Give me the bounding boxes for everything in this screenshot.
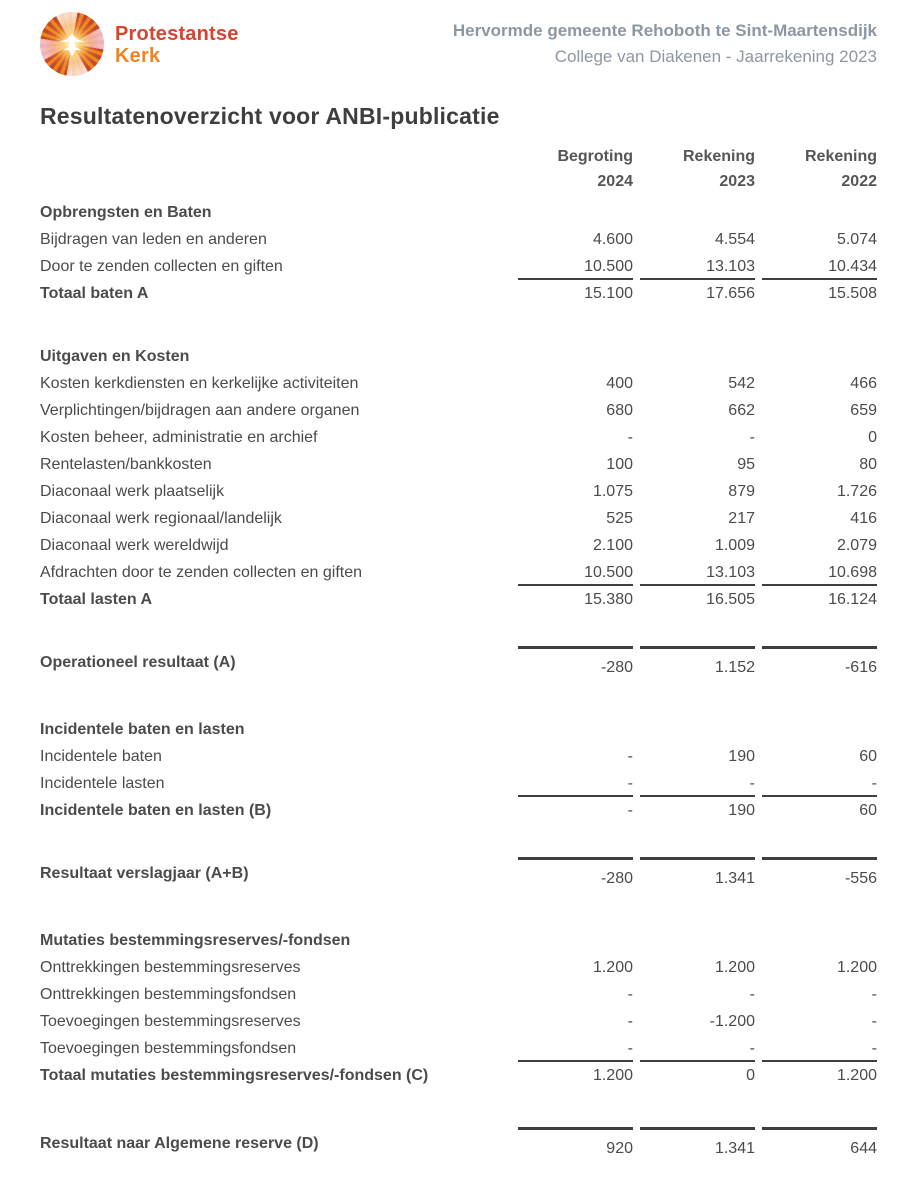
table-row bbox=[40, 253, 877, 280]
cell-value: 1.726 bbox=[836, 483, 877, 500]
column-header-year: 2022 bbox=[841, 173, 877, 190]
cell-value: 920 bbox=[518, 1127, 633, 1161]
row-label: Totaal baten A bbox=[40, 285, 149, 302]
cell-value: - bbox=[640, 1035, 755, 1062]
cell-value: - bbox=[762, 770, 877, 797]
table-row bbox=[40, 1062, 877, 1089]
table-row bbox=[40, 1127, 877, 1161]
row-label: Door te zenden collecten en giften bbox=[40, 258, 283, 275]
dove-icon bbox=[52, 24, 92, 64]
cell-value bbox=[762, 199, 877, 226]
cell-value: 1.200 bbox=[836, 1067, 877, 1084]
table-section bbox=[40, 199, 877, 307]
row-label: Afdrachten door te zenden collecten en giften bbox=[40, 564, 362, 581]
logo-wordmark bbox=[115, 21, 239, 67]
cell-value: 879 bbox=[728, 483, 755, 500]
cell-value bbox=[518, 716, 633, 743]
row-label: Kosten beheer, administratie en archief bbox=[40, 429, 318, 446]
cell-value: 0 bbox=[868, 429, 877, 446]
row-label: Onttrekkingen bestemmingsfondsen bbox=[40, 986, 297, 1003]
cell-value: 5.074 bbox=[836, 231, 877, 248]
cell-value: 15.100 bbox=[584, 285, 633, 302]
cell-value: 95 bbox=[737, 456, 755, 473]
cell-value: -556 bbox=[762, 857, 877, 891]
cell-value: 190 bbox=[728, 748, 755, 765]
cell-value: - bbox=[627, 802, 633, 819]
table-row bbox=[40, 770, 877, 797]
table-row bbox=[40, 505, 877, 532]
cell-value: 0 bbox=[746, 1067, 755, 1084]
table-row bbox=[40, 370, 877, 397]
cell-value bbox=[518, 199, 633, 226]
row-label: Onttrekkingen bestemmingsreserves bbox=[40, 959, 301, 976]
cell-value: 525 bbox=[606, 510, 633, 527]
cell-value: 60 bbox=[859, 802, 877, 819]
cell-value: - bbox=[762, 1035, 877, 1062]
cell-value: 662 bbox=[728, 402, 755, 419]
table-row bbox=[40, 857, 877, 891]
cell-value: 10.698 bbox=[762, 559, 877, 586]
cell-value bbox=[640, 343, 755, 370]
table-row bbox=[40, 451, 877, 478]
table-row bbox=[40, 397, 877, 424]
cell-value: - bbox=[627, 986, 633, 1003]
row-label: Incidentele lasten bbox=[40, 775, 165, 792]
cell-value: - bbox=[871, 1013, 877, 1030]
cell-value: 17.656 bbox=[706, 285, 755, 302]
logo-wordmark-line1: Protestantse bbox=[115, 23, 239, 45]
cell-value: 1.152 bbox=[640, 646, 755, 680]
cell-value: 1.200 bbox=[836, 959, 877, 976]
cell-value bbox=[518, 927, 633, 954]
table-row bbox=[40, 559, 877, 586]
cell-value: 2.079 bbox=[836, 537, 877, 554]
table-section bbox=[40, 343, 877, 613]
cell-value: - bbox=[640, 770, 755, 797]
column-header bbox=[640, 144, 755, 194]
row-label: Totaal mutaties bestemmingsreserves/-fondsen (C) bbox=[40, 1067, 429, 1084]
cell-value: 1.200 bbox=[592, 1067, 633, 1084]
row-label: Diaconaal werk regionaal/landelijk bbox=[40, 510, 282, 527]
column-header-label: Rekening bbox=[682, 148, 755, 165]
table-row bbox=[40, 343, 877, 370]
column-header bbox=[518, 144, 633, 194]
organisation-name: Hervormde gemeente Rehoboth te Sint-Maartensdijk bbox=[452, 21, 877, 40]
cell-value: -616 bbox=[762, 646, 877, 680]
cell-value: 2.100 bbox=[592, 537, 633, 554]
cell-value: 16.505 bbox=[706, 591, 755, 608]
row-label: Toevoegingen bestemmingsfondsen bbox=[40, 1040, 297, 1057]
results-table bbox=[40, 199, 877, 1161]
cell-value: 542 bbox=[728, 375, 755, 392]
column-header-year: 2024 bbox=[597, 173, 633, 190]
cell-value: 10.434 bbox=[762, 253, 877, 280]
cell-value: 659 bbox=[850, 402, 877, 419]
table-row bbox=[40, 478, 877, 505]
cell-value: 1.341 bbox=[640, 1127, 755, 1161]
cell-value: 400 bbox=[606, 375, 633, 392]
cell-value: 680 bbox=[606, 402, 633, 419]
cell-value: -280 bbox=[518, 857, 633, 891]
page-title: Resultatenoverzicht voor ANBI-publicatie bbox=[40, 103, 500, 129]
row-label: Totaal lasten A bbox=[40, 591, 153, 608]
table-row bbox=[40, 199, 877, 226]
cell-value: 190 bbox=[728, 802, 755, 819]
cell-value: - bbox=[518, 1035, 633, 1062]
row-label: Verplichtingen/bijdragen aan andere organen bbox=[40, 402, 360, 419]
table-section bbox=[40, 716, 877, 824]
cell-value: 1.341 bbox=[640, 857, 755, 891]
cell-value bbox=[518, 343, 633, 370]
table-row bbox=[40, 954, 877, 981]
cell-value: - bbox=[518, 770, 633, 797]
row-label: Incidentele baten en lasten (B) bbox=[40, 802, 272, 819]
table-section bbox=[40, 927, 877, 1089]
cell-value: - bbox=[871, 986, 877, 1003]
cell-value: 10.500 bbox=[518, 253, 633, 280]
page-header bbox=[40, 12, 877, 76]
cell-value: 1.009 bbox=[714, 537, 755, 554]
row-label: Toevoegingen bestemmingsreserves bbox=[40, 1013, 301, 1030]
column-header-label: Begroting bbox=[557, 148, 633, 165]
row-label: Incidentele baten bbox=[40, 748, 162, 765]
cell-value: - bbox=[627, 429, 633, 446]
cell-value: 13.103 bbox=[640, 253, 755, 280]
column-header-year: 2023 bbox=[719, 173, 755, 190]
section-heading: Incidentele baten en lasten bbox=[40, 721, 245, 738]
cell-value: -280 bbox=[518, 646, 633, 680]
cell-value bbox=[640, 716, 755, 743]
row-label: Kosten kerkdiensten en kerkelijke activiteiten bbox=[40, 375, 359, 392]
table-column-headers bbox=[40, 144, 877, 194]
table-row bbox=[40, 1008, 877, 1035]
cell-value: 13.103 bbox=[640, 559, 755, 586]
table-row bbox=[40, 1035, 877, 1062]
result-row-label: Resultaat naar Algemene reserve (D) bbox=[40, 1135, 319, 1152]
cell-value: - bbox=[627, 1013, 633, 1030]
result-row-label: Operationeel resultaat (A) bbox=[40, 654, 236, 671]
table-row bbox=[40, 532, 877, 559]
cell-value: 15.380 bbox=[584, 591, 633, 608]
logo-wordmark-line2: Kerk bbox=[115, 45, 161, 67]
table-row bbox=[40, 646, 877, 680]
cell-value bbox=[640, 927, 755, 954]
cell-value bbox=[640, 199, 755, 226]
cell-value: - bbox=[749, 429, 755, 446]
cell-value: 466 bbox=[850, 375, 877, 392]
table-row bbox=[40, 981, 877, 1008]
cell-value: 644 bbox=[762, 1127, 877, 1161]
table-row bbox=[40, 716, 877, 743]
cell-value: 1.200 bbox=[714, 959, 755, 976]
section-heading: Opbrengsten en Baten bbox=[40, 204, 212, 221]
cell-value: - bbox=[627, 748, 633, 765]
table-row bbox=[40, 743, 877, 770]
cell-value bbox=[762, 343, 877, 370]
protestantse-kerk-logo bbox=[40, 12, 239, 76]
table-row bbox=[40, 226, 877, 253]
column-header-label: Rekening bbox=[804, 148, 877, 165]
table-row bbox=[40, 424, 877, 451]
cell-value: 15.508 bbox=[828, 285, 877, 302]
row-label: Diaconaal werk wereldwijd bbox=[40, 537, 229, 554]
cell-value: 1.075 bbox=[592, 483, 633, 500]
cell-value: 1.200 bbox=[592, 959, 633, 976]
table-row bbox=[40, 927, 877, 954]
column-header bbox=[762, 144, 877, 194]
table-row bbox=[40, 280, 877, 307]
row-label: Diaconaal werk plaatselijk bbox=[40, 483, 225, 500]
cell-value: 416 bbox=[850, 510, 877, 527]
cell-value: - bbox=[749, 986, 755, 1003]
cell-value bbox=[762, 716, 877, 743]
result-row-label: Resultaat verslagjaar (A+B) bbox=[40, 865, 249, 882]
cell-value: 100 bbox=[606, 456, 633, 473]
cell-value: 4.554 bbox=[714, 231, 755, 248]
table-row bbox=[40, 586, 877, 613]
cell-value: 80 bbox=[859, 456, 877, 473]
column-header-spacer bbox=[40, 144, 511, 194]
organisation-header bbox=[453, 12, 877, 70]
cell-value: -1.200 bbox=[709, 1013, 755, 1030]
section-heading: Uitgaven en Kosten bbox=[40, 348, 190, 365]
row-label: Bijdragen van leden en anderen bbox=[40, 231, 267, 248]
cell-value bbox=[762, 927, 877, 954]
cell-value: 60 bbox=[859, 748, 877, 765]
row-label: Rentelasten/bankkosten bbox=[40, 456, 212, 473]
section-heading: Mutaties bestemmingsreserves/-fondsen bbox=[40, 932, 351, 949]
cell-value: 10.500 bbox=[518, 559, 633, 586]
cell-value: 4.600 bbox=[592, 231, 633, 248]
sunburst-dove-icon bbox=[40, 12, 104, 76]
organisation-subtitle: College van Diakenen - Jaarrekening 2023 bbox=[554, 47, 877, 66]
cell-value: 217 bbox=[728, 510, 755, 527]
cell-value: 16.124 bbox=[828, 591, 877, 608]
table-row bbox=[40, 797, 877, 824]
